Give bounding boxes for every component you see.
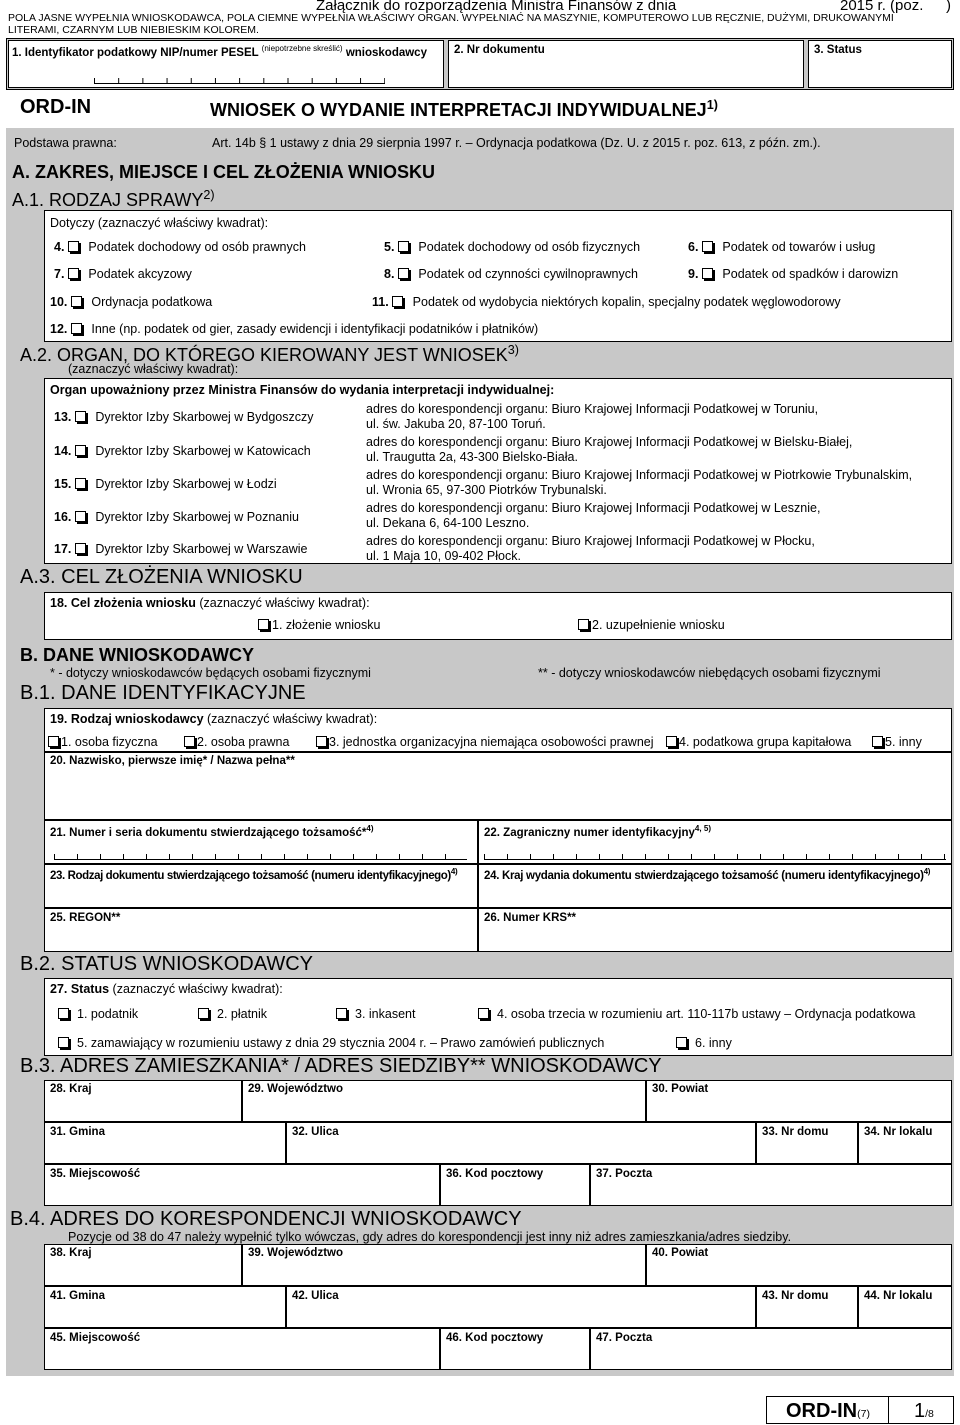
type-natural[interactable]: 1. osoba fizyczna	[48, 735, 158, 749]
organ-14[interactable]: 14. Dyrektor Izby Skarbowej w Katowicach	[54, 444, 311, 458]
checkbox-icon[interactable]	[75, 445, 86, 456]
f30-label: 30. Powiat	[652, 1083, 709, 1095]
organ-15[interactable]: 15. Dyrektor Izby Skarbowej w Łodzi	[54, 477, 277, 491]
organ-16[interactable]: 16. Dyrektor Izby Skarbowej w Poznaniu	[54, 510, 299, 524]
f36-label: 36. Kod pocztowy	[446, 1168, 544, 1180]
type-group[interactable]: 4. podatkowa grupa kapitałowa	[666, 735, 851, 749]
annex-title: Załącznik do rozporządzenia Ministra Finansów z dnia	[316, 0, 677, 14]
f43-label: 43. Nr domu	[762, 1290, 829, 1302]
document-number-label: 2. Nr dokumentu	[454, 44, 545, 56]
checkbox-icon[interactable]	[71, 296, 82, 307]
note-legal-persons: ** - dotyczy wnioskodawców niebędących osobami fizycznymi	[538, 666, 881, 680]
f47-label: 47. Poczta	[596, 1332, 653, 1344]
f31-label: 31. Gmina	[50, 1126, 105, 1138]
checkbox-icon[interactable]	[478, 1008, 489, 1019]
checkbox-icon[interactable]	[702, 268, 713, 279]
fill-instructions: POLA JASNE WYPEŁNIA WNIOSKODAWCA, POLA CIEMNE WYPEŁNIA WŁAŚCIWY ORGAN. WYPEŁNIAĆ NA MASZYNIE, KOMPUTEROWO LUB RĘCZNIE, DUŻYMI, DRUKOWANYMI	[8, 12, 894, 24]
a3-title: A.3. CEL ZŁOŻENIA WNIOSKU	[20, 566, 303, 588]
organ-13-address: adres do korespondencji organu: Biuro Krajowej Informacji Podatkowej w Toruniu, ul. św. Jakuba 20, 87-100 Toruń.	[366, 402, 819, 431]
checkbox-icon[interactable]	[75, 478, 86, 489]
f23-label: 23. Rodzaj dokumentu stwierdzającego tożsamość (numeru identyfikacyjnego)$^{4)}$	[50, 867, 458, 882]
f19-label: 19. Rodzaj wnioskodawcy (zaznaczyć właściwy kwadrat):	[50, 712, 378, 726]
organ-17-address: adres do korespondencji organu: Biuro Krajowej Informacji Podatkowej w Płocku, ul. 1 Maja 10, 09-402 Płock.	[366, 534, 815, 563]
f27-label: 27. Status (zaznaczyć właściwy kwadrat):	[50, 982, 283, 996]
organ-13[interactable]: 13. Dyrektor Izby Skarbowej w Bydgoszczy	[54, 410, 314, 424]
f21-ticks	[54, 854, 467, 860]
nip-label: 1. Identyfikator podatkowy NIP/numer PESEL $^{(niepotrzebne skreślić)}$ wnioskodawcy	[12, 44, 427, 59]
option-5[interactable]: 5. Podatek dochodowy od osób fizycznych	[384, 240, 641, 254]
footer-form-code: ORD-IN(7)	[786, 1400, 870, 1422]
checkbox-icon[interactable]	[75, 511, 86, 522]
f29-label: 29. Województwo	[248, 1083, 343, 1095]
f22-ticks	[484, 854, 946, 860]
f41-label: 41. Gmina	[50, 1290, 105, 1302]
b4-note: Pozycje od 38 do 47 należy wypełnić tylko wówczas, gdy adres do korespondencji jest inny niż adres zamieszkania/adres siedziby.	[68, 1230, 792, 1244]
checkbox-icon[interactable]	[872, 736, 883, 747]
type-unit[interactable]: 3. jednostka organizacyjna niemająca osobowości prawnej	[316, 735, 654, 749]
purpose-supplement[interactable]: 2. uzupełnienie wniosku	[578, 618, 725, 632]
f25-label: 25. REGON**	[50, 912, 121, 924]
option-8[interactable]: 8. Podatek od czynności cywilnoprawnych	[384, 267, 638, 281]
checkbox-icon[interactable]	[676, 1037, 687, 1048]
organ-17[interactable]: 17. Dyrektor Izby Skarbowej w Warszawie	[54, 542, 308, 556]
footer-page: 1/8	[914, 1400, 934, 1422]
checkbox-icon[interactable]	[75, 411, 86, 422]
section-a-title: A. ZAKRES, MIEJSCE I CEL ZŁOŻENIA WNIOSKU	[12, 162, 436, 182]
note-natural-persons: * - dotyczy wnioskodawców będących osobami fizycznymi	[50, 666, 371, 680]
annex-year: 2015 r. (poz.	[840, 0, 924, 14]
organ-15-address: adres do korespondencji organu: Biuro Krajowej Informacji Podatkowej w Piotrkowie Trybunalskim, ul. Wronia 65, 97-300 Piotrków Trybunalski.	[366, 468, 913, 497]
f21-label: 21. Numer i seria dokumentu stwierdzającego tożsamość*$^{4)}$	[50, 824, 374, 839]
type-legal[interactable]: 2. osoba prawna	[184, 735, 289, 749]
checkbox-icon[interactable]	[398, 268, 409, 279]
f39-label: 39. Województwo	[248, 1247, 343, 1259]
checkbox-icon[interactable]	[578, 619, 589, 630]
checkbox-icon[interactable]	[184, 736, 195, 747]
f42-field[interactable]	[286, 1286, 756, 1328]
checkbox-icon[interactable]	[398, 241, 409, 252]
f35-label: 35. Miejscowość	[50, 1168, 141, 1180]
organ-16-address: adres do korespondencji organu: Biuro Krajowej Informacji Podatkowej w Lesznie, ul. Dekana 6, 64-100 Leszno.	[366, 501, 821, 530]
option-4[interactable]: 4. Podatek dochodowy od osób prawnych	[54, 240, 306, 254]
checkbox-icon[interactable]	[316, 736, 327, 747]
f24-label: 24. Kraj wydania dokumentu stwierdzającego tożsamość (numeru identyfikacyjnego)$^{4)}$	[484, 867, 931, 882]
status-procurer[interactable]: 5. zamawiający w rozumieniu ustawy z dnia 29 stycznia 2004 r. – Prawo zamówień publicznych	[58, 1036, 604, 1050]
status-other[interactable]: 6. inny	[676, 1036, 732, 1050]
option-10[interactable]: 10. Ordynacja podatkowa	[50, 295, 213, 309]
nip-digit-ticks	[94, 78, 385, 84]
checkbox-icon[interactable]	[75, 543, 86, 554]
checkbox-icon[interactable]	[58, 1037, 69, 1048]
checkbox-icon[interactable]	[336, 1008, 347, 1019]
status-label: 3. Status	[814, 44, 862, 56]
f34-label: 34. Nr lokalu	[864, 1126, 933, 1138]
a2-title: A.2. ORGAN, DO KTÓREGO KIEROWANY JEST WNIOSEK$^{3)}$	[20, 343, 519, 365]
organ-14-address: adres do korespondencji organu: Biuro Krajowej Informacji Podatkowej w Bielsku-Białej, ul. Traugutta 2a, 43-300 Bielsko-Biała.	[366, 435, 853, 464]
form-title: WNIOSEK O WYDANIE INTERPRETACJI INDYWIDUALNEJ$^{1)}$	[210, 98, 718, 120]
option-7[interactable]: 7. Podatek akcyzowy	[54, 267, 192, 281]
f28-label: 28. Kraj	[50, 1083, 92, 1095]
footer-divider	[888, 1396, 889, 1424]
b2-title: B.2. STATUS WNIOSKODAWCY	[20, 953, 313, 975]
section-b-title: B. DANE WNIOSKODAWCY	[20, 645, 254, 665]
option-12[interactable]: 12. Inne (np. podatek od gier, zasady ewidencji i identyfikacji podatników i płatników)	[50, 322, 539, 336]
b3-title: B.3. ADRES ZAMIESZKANIA* / ADRES SIEDZIBY** WNIOSKODAWCY	[20, 1055, 662, 1077]
f38-label: 38. Kraj	[50, 1247, 92, 1259]
a1-title: A.1. RODZAJ SPRAWY$^{2)}$	[12, 188, 215, 210]
f40-label: 40. Powiat	[652, 1247, 709, 1259]
f42-label: 42. Ulica	[292, 1290, 339, 1302]
a1-concerns-label: Dotyczy (zaznaczyć właściwy kwadrat):	[50, 216, 269, 230]
organ-label: Organ upoważniony przez Ministra Finansów do wydania interpretacji indywidualnej:	[50, 383, 555, 397]
checkbox-icon[interactable]	[258, 619, 269, 630]
f18-label: 18. Cel złożenia wniosku (zaznaczyć właściwy kwadrat):	[50, 596, 370, 610]
f26-label: 26. Numer KRS**	[484, 912, 577, 924]
f37-label: 37. Poczta	[596, 1168, 653, 1180]
checkbox-icon[interactable]	[198, 1008, 209, 1019]
basis-label: Podstawa prawna:	[14, 136, 117, 150]
f45-label: 45. Miejscowość	[50, 1332, 141, 1344]
annex-paren: )	[946, 0, 951, 14]
f32-field[interactable]	[286, 1122, 756, 1164]
checkbox-icon[interactable]	[702, 241, 713, 252]
checkbox-icon[interactable]	[48, 736, 59, 747]
status-payer[interactable]: 2. płatnik	[198, 1007, 267, 1021]
f32-label: 32. Ulica	[292, 1126, 339, 1138]
form-code: ORD-IN	[20, 96, 92, 118]
a2-note: (zaznaczyć właściwy kwadrat):	[68, 362, 239, 376]
f33-label: 33. Nr domu	[762, 1126, 829, 1138]
f44-label: 44. Nr lokalu	[864, 1290, 933, 1302]
status-collector[interactable]: 3. inkasent	[336, 1007, 415, 1021]
option-6[interactable]: 6. Podatek od towarów i usług	[688, 240, 876, 254]
checkbox-icon[interactable]	[68, 241, 79, 252]
type-other[interactable]: 5. inny	[872, 735, 922, 749]
checkbox-icon[interactable]	[68, 268, 79, 279]
basis-text: Art. 14b § 1 ustawy z dnia 29 sierpnia 1997 r. – Ordynacja podatkowa (Dz. U. z 2015 r. poz. 613, z późn. zm.).	[212, 136, 821, 150]
checkbox-icon[interactable]	[392, 296, 403, 307]
f46-label: 46. Kod pocztowy	[446, 1332, 544, 1344]
f20-label: 20. Nazwisko, pierwsze imię* / Nazwa pełna**	[50, 755, 295, 767]
purpose-submit[interactable]: 1. złożenie wniosku	[258, 618, 380, 632]
checkbox-icon[interactable]	[71, 323, 82, 334]
checkbox-icon[interactable]	[666, 736, 677, 747]
b4-title: B.4. ADRES DO KORESPONDENCJI WNIOSKODAWCY	[10, 1208, 522, 1230]
option-11[interactable]: 11. Podatek od wydobycia niektórych kopalin, specjalny podatek węglowodorowy	[372, 295, 841, 309]
b1-title: B.1. DANE IDENTYFIKACYJNE	[20, 682, 306, 704]
f22-label: 22. Zagraniczny numer identyfikacyjny$^{4, 5)}$	[484, 824, 712, 839]
status-taxpayer[interactable]: 1. podatnik	[58, 1007, 138, 1021]
option-9[interactable]: 9. Podatek od spadków i darowizn	[688, 267, 899, 281]
checkbox-icon[interactable]	[58, 1008, 69, 1019]
status-third-party[interactable]: 4. osoba trzecia w rozumieniu art. 110-117b ustawy – Ordynacja podatkowa	[478, 1007, 916, 1021]
fill-instructions-2: LITERAMI, CZARNYM LUB NIEBIESKIM KOLOREM.	[8, 24, 259, 36]
